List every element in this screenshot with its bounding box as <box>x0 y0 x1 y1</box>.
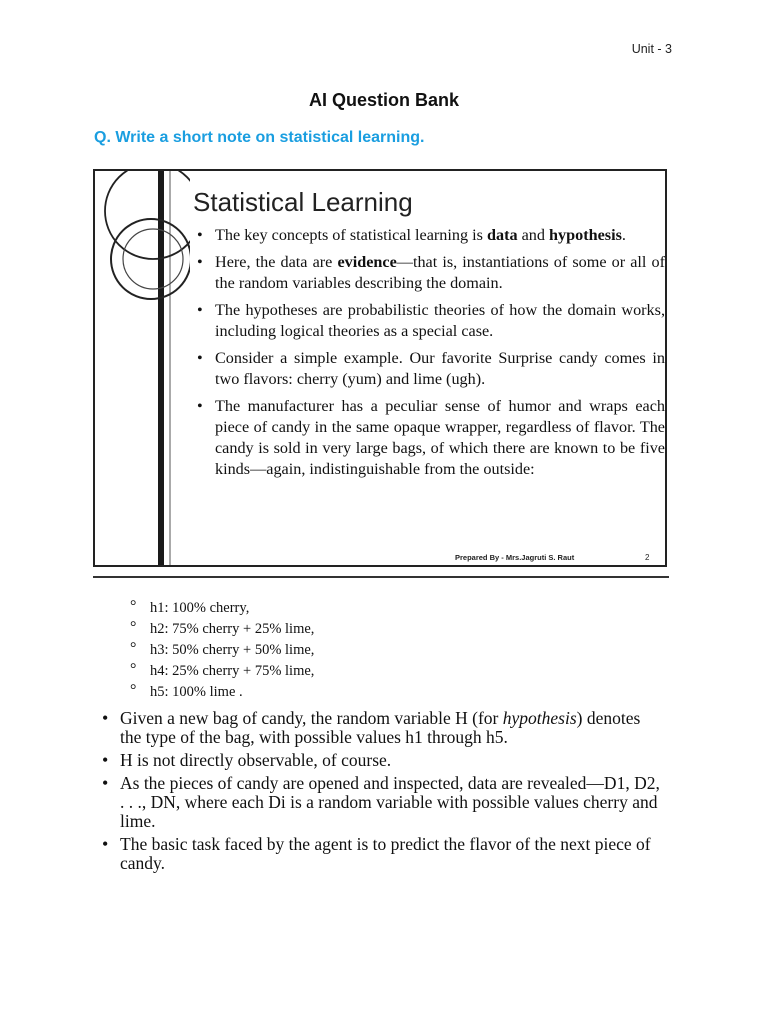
slide-bullet: • Consider a simple example. Our favorite Surprise candy comes in two flavors: cherry (yum) and lime (ugh). <box>193 348 665 390</box>
point-item: • Given a new bag of candy, the random variable H (for hypothesis) denotes the type of the bag, with possible values h1 through h5. <box>100 709 660 747</box>
divider <box>93 576 669 578</box>
point-item: • As the pieces of candy are opened and inspected, data are revealed—D1, D2, . . ., DN, where each Di is a random variable with possible values cherry and lime. <box>100 774 660 831</box>
hypothesis-item: ° h5: 100% lime . <box>130 682 660 703</box>
slide-decoration <box>95 171 190 567</box>
hypothesis-item: ° h4: 25% cherry + 75% lime, <box>130 661 660 682</box>
points-list <box>100 709 660 873</box>
page-title: AI Question Bank <box>308 90 460 110</box>
slide-bullet: • The hypotheses are probabilistic theories of how the domain works, including logical theories as a special case. <box>193 300 665 342</box>
slide-footer-page: 2 <box>645 553 650 562</box>
unit-label: Unit - 3 <box>631 42 672 56</box>
hypothesis-item: ° h1: 100% cherry, <box>130 598 660 619</box>
slide-footer-prepared: Prepared By - Mrs.Jagruti S. Raut <box>455 553 575 562</box>
hypothesis-item: ° h3: 50% cherry + 50% lime, <box>130 640 660 661</box>
slide-image <box>93 169 667 567</box>
slide-title: Statistical Learning <box>193 187 413 217</box>
question-heading: Q. Write a short note on statistical learning. <box>94 129 425 146</box>
scanned-notes <box>100 598 660 877</box>
point-item: • The basic task faced by the agent is to predict the flavor of the next piece of candy. <box>100 835 660 873</box>
slide-circle-large <box>105 171 190 259</box>
point-item: • H is not directly observable, of course. <box>100 751 660 770</box>
hypothesis-item: ° h2: 75% cherry + 25% lime, <box>130 619 660 640</box>
slide-bullet: • The manufacturer has a peculiar sense of humor and wraps each piece of candy in the same opaque wrapper, regardless of flavor. The candy is sold in very large bags, of which there are known to be five kinds—again, indistinguishable from the outside: <box>193 396 665 480</box>
hypothesis-list <box>100 598 660 703</box>
slide-bullet: • Here, the data are evidence—that is, instantiations of some or all of the random variables describing the domain. <box>193 252 665 294</box>
slide-bullet-list <box>193 225 665 486</box>
slide-bullet: • The key concepts of statistical learning is data and hypothesis. <box>193 225 665 246</box>
